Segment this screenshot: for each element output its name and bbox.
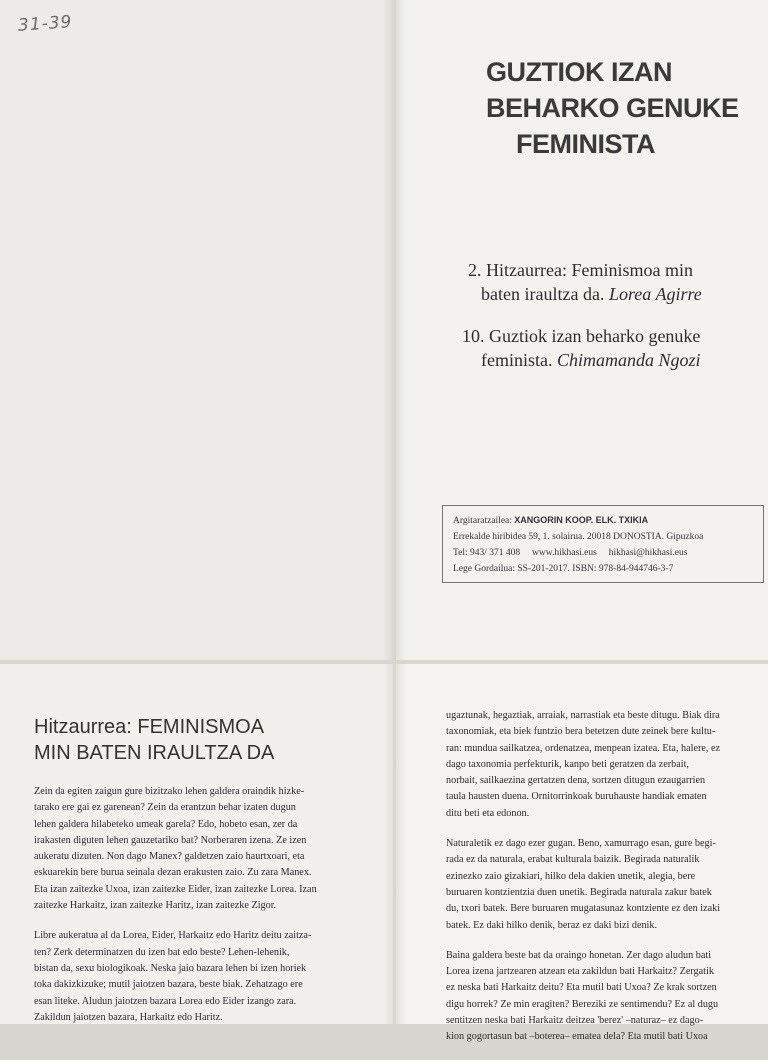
toc-item-line: 2. Hitzaurrea: Feminismoa min (468, 260, 693, 280)
handwritten-page-note: 31-39 (17, 12, 74, 36)
text-line: aukeratu dizuten. Non dago Manex? galdetzen zaio haurtxoari, eta (34, 851, 305, 863)
toc-item-line: baten iraultza da. (481, 284, 605, 304)
text-line: ten? Zerk determinatzen du izen bat edo beste? Lehen-lehenik, (34, 946, 290, 958)
text-line: kion gogortasun bat –boterea– ematea dela? Eta mutil bati Uxoa (446, 1031, 708, 1043)
gutter-shadow (383, 0, 393, 660)
text-line: ezinezko zaio gizakiari, hilko dela dakien unetik, alegia, bere (446, 870, 696, 882)
colophon-address: Errekalde hiribidea 59, 1. solairua. 20018 DONOSTIA. Gipuzkoa (453, 532, 704, 542)
book-title-line: FEMINISTA (516, 129, 655, 159)
publisher-label: Argitaratzailea: (453, 516, 512, 526)
toc-item (462, 324, 768, 372)
text-line: toka dakizkizuke; mutil jaiotzen bazara, beste biak. Zehatzago ere (34, 979, 303, 991)
text-line: ditu beti eta edonon. (446, 807, 530, 819)
preface-page (0, 664, 393, 1024)
text-line: buruaren kontzientzia duen unetik. Begirada naturala zakur batek (446, 886, 712, 898)
text-line: digu horrek? Ze min eragiten? Bereziki ze sentimendu? Ez al dugu (446, 998, 719, 1010)
paragraph (446, 708, 758, 822)
text-line: lehen galdera hilabeteko umeak garela? Edo, hobeto esan, zer da (34, 818, 298, 830)
gutter-shadow (396, 664, 406, 1024)
text-line: esan liteke. Aludun jaiotzen bazara Lorea edo Eider izango zara. (34, 995, 297, 1007)
preface-body (34, 784, 374, 1040)
publisher-name: XANGORIN KOOP. ELK. TXIKIA (514, 515, 649, 525)
text-line: irakasten diguten lehen gauzetariko bat? Norberaren izena. Ze izen (34, 834, 307, 846)
blank-left-page (0, 0, 393, 660)
text-line: taxonomiak, eta biek funtzio bera betetzen dute zeinek bere kultu- (446, 726, 716, 738)
text-line: tarako ere gai ez garenean? Zein da erantzun behar izaten dugun (34, 802, 296, 814)
colophon-box (442, 505, 764, 583)
gutter-shadow (396, 0, 406, 660)
paragraph (34, 784, 374, 914)
toc-item-author: Chimamanda Ngozi (556, 350, 701, 370)
preface-title-line: Hitzaurrea: FEMINISMOA (34, 716, 265, 738)
continuation-page (396, 664, 768, 1043)
colophon-publisher (453, 512, 753, 529)
toc-item-line: 10. Guztiok izan beharko genuke (462, 326, 701, 346)
book-title-line: BEHARKO GENUKE (486, 93, 739, 123)
text-line: taula hausten duena. Ornitorrinkoak buruhauste handiak ematen (446, 791, 707, 803)
continuation-body (446, 708, 758, 1060)
paragraph (446, 948, 758, 1046)
gutter-shadow (383, 664, 393, 1024)
text-line: Naturaletik ez dago ezer gugan. Beno, xamurrago esan, gure begi- (446, 838, 716, 850)
title-page (396, 0, 768, 660)
table-of-contents (462, 258, 768, 390)
toc-item-line: feminista. (481, 350, 553, 370)
preface-title-line: MIN BATEN IRAULTZA DA (34, 742, 275, 764)
text-line: batek. Ez daki hilko denik, beraz ez daki bizi denik. (446, 919, 658, 931)
toc-item-author: Lorea Agirre (608, 284, 702, 304)
text-line: ugaztunak, hegaztiak, arraiak, narrastiak eta beste ditugu. Biak dira (446, 710, 720, 721)
text-line: ran: mundua sailkatzea, ordenatzea, menpean izatea. Eta, halere, ez (446, 742, 721, 754)
text-line: sentitzen neska bati Harkaitz deitzea 'berez' –naturaz– ez dago- (446, 1015, 704, 1027)
book-title-line: GUZTIOK IZAN (486, 57, 672, 87)
text-line: Zakildun jaiotzen bazara, Harkaitz edo Haritz. (34, 1011, 223, 1023)
text-line: dago taxonomia perfekturik, kanpo beti geratzen da zerbait, (446, 758, 689, 770)
text-line: du, txori batek. Bere buruaren mugatasunaz kontziente ez den izaki (446, 903, 721, 915)
colophon-contact: Tel: 943/ 371 408 www.hikhasi.eus hikhasi@hikhasi.eus (453, 548, 688, 558)
preface-title (34, 714, 274, 766)
text-line: rada ez da naturala, erabat kulturala baizik. Begirada naturalik (446, 854, 700, 866)
toc-item (468, 258, 768, 306)
text-line: Libre aukeratua al da Lorea, Eider, Harkaitz edo Haritz deitu zaitza- (34, 930, 312, 942)
text-line: norbait, sailkaezina gertatzen dena, sortzen ditugun ezaugarrien (446, 775, 706, 787)
text-line: eskuarekin bere burua seinala dezan erakusten zaio. Zu zara Manex. (34, 867, 312, 879)
text-line: Zein da egiten zaigun gure bizitzako lehen galdera oraindik hizke- (34, 786, 305, 797)
colophon-legal: Lege Gordailua: SS-201-2017. ISBN: 978-84-944746-3-7 (453, 564, 674, 574)
text-line: Eta izan zaitezke Uxoa, izan zaitezke Eider, izan zaitezke Lorea. Izan (34, 883, 317, 895)
paragraph (446, 836, 758, 934)
text-line: bistan da, sexu biologikoak. Neska jaio bazara lehen bi izen horiek (34, 962, 307, 974)
book-title (486, 54, 756, 162)
text-line: ez neska bati Harkaitz deitu? Eta mutil bati Uxoa? Ze krak sortzen (446, 982, 717, 994)
text-line: Baina galdera beste bat da oraingo honetan. Zer dago aludun bati (446, 949, 712, 961)
text-line: Lorea izena jartzearen atzean eta zakildun bati Harkaitz? Zergatik (446, 966, 714, 978)
text-line: zaitezke Harkaitz, izan zaitezke Haritz, izan zaitezke Zigor. (34, 900, 277, 912)
paragraph (34, 928, 374, 1026)
